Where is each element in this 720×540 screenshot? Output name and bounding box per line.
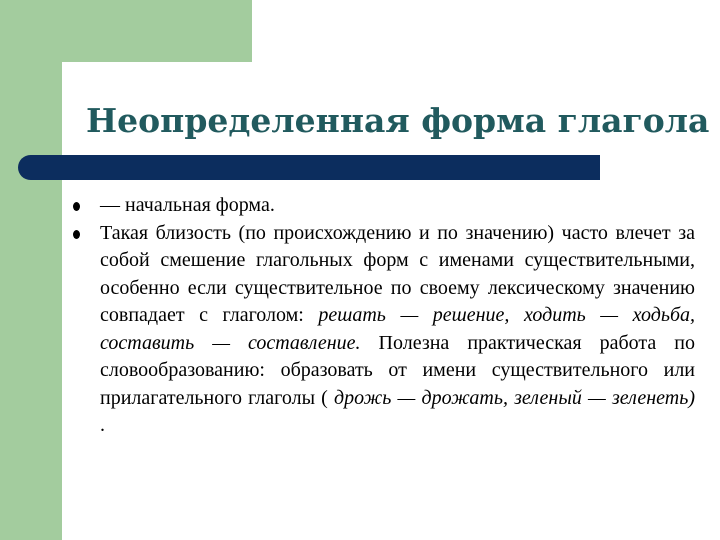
green-side-band: [0, 0, 62, 540]
green-top-band: [0, 0, 252, 62]
bullet-text-example: дрожь — дрожать, зеленый — зеленеть): [334, 386, 695, 409]
bullet-text-part: .: [100, 414, 105, 436]
title-underline-bar: [18, 155, 600, 180]
bullet-text-example: решать — решение, ходить — ходьба, составить — составление.: [100, 304, 695, 354]
bullet-text: — начальная форма.: [100, 194, 275, 216]
bullet-text-part: Такая близость (по происхождению и по значению) часто влечет за собой смешение глагольных форм с именами существительными, особенно если существительное по своему лексическому значению совпадает с глаголом:: [100, 221, 695, 326]
bullet-item: [73, 192, 695, 220]
bullet-dot-icon: [73, 202, 80, 211]
bullet-item: [73, 220, 695, 440]
bullet-list: [73, 192, 695, 440]
bullet-dot-icon: [73, 230, 80, 239]
bullet-text-part: Полезна практическая работа по словообразованию: образовать от имени существительного или прилагательного глаголы (: [100, 331, 695, 409]
slide-title: Неопределенная форма глагола: [86, 101, 710, 140]
